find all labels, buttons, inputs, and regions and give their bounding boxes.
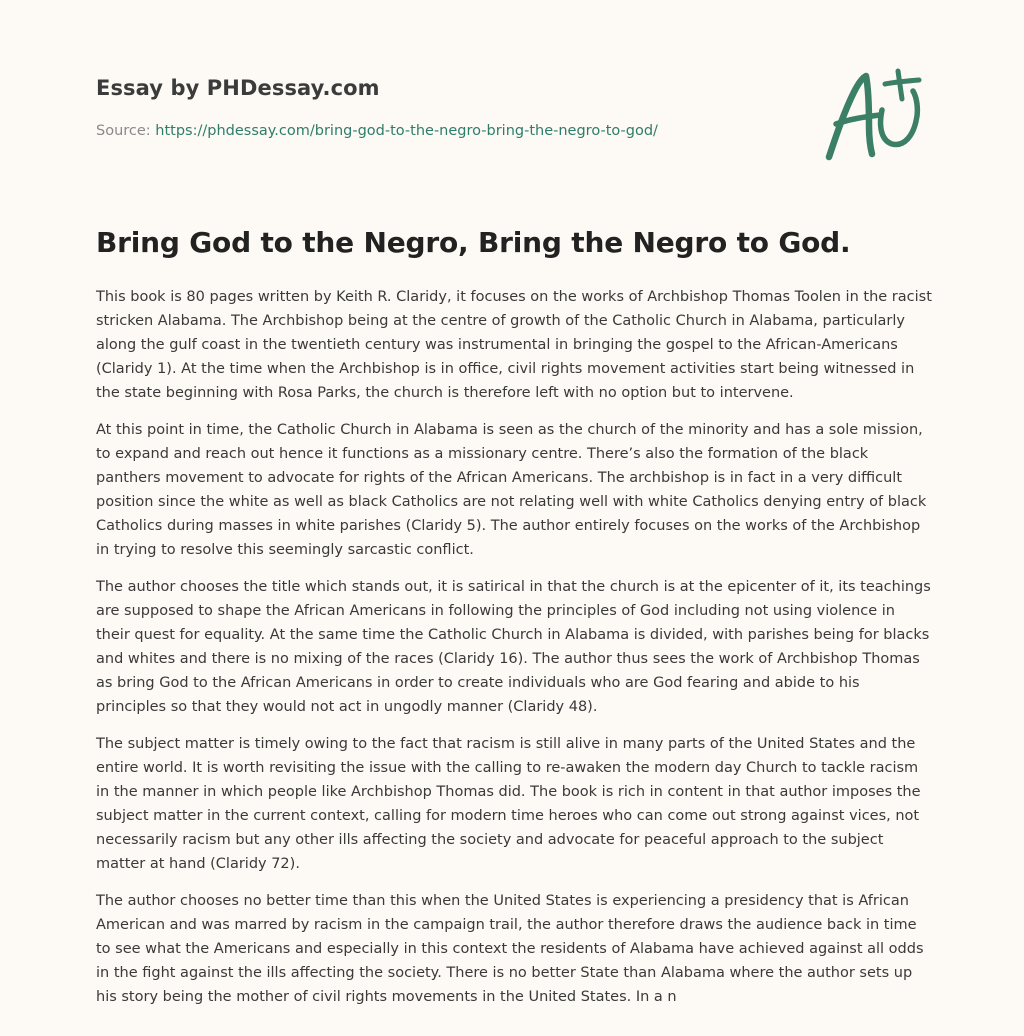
- page-header: [96, 0, 928, 200]
- site-title: Essay by PHDessay.com: [96, 76, 380, 100]
- essay-paragraph: At this point in time, the Catholic Church in Alabama is seen as the church of the minority and has a sole mission, to expand and reach out hence it functions as a missionary centre. There’s also the formation of the black panthers movement to advocate for rights of the African Americans. The archbishop is in fact in a very difficult position since the white as well as black Catholics are not relating well with white Catholics denying entry of black Catholics during masses in white parishes (Claridy 5). The author entirely focuses on the works of the Archbishop in trying to resolve this seemingly sarcastic conflict.: [96, 422, 927, 558]
- a-plus-logo-icon: [822, 64, 932, 169]
- essay-paragraph: The subject matter is timely owing to the fact that racism is still alive in many parts of the United States and the entire world. It is worth revisiting the issue with the calling to re-awaken the modern day Church to tackle racism in the manner in which people like Archbishop Thomas did. The book is rich in content in that author imposes the subject matter in the current context, calling for modern time heroes who can come out strong against vices, not necessarily racism but any other ills affecting the society and advocate for peaceful approach to the subject matter at hand (Claridy 72).: [96, 736, 921, 872]
- essay-title: Bring God to the Negro, Bring the Negro to God.: [96, 226, 851, 259]
- essay-paragraph: This book is 80 pages written by Keith R. Claridy, it focuses on the works of Archbishop Thomas Toolen in the racist stricken Alabama. The Archbishop being at the centre of growth of the Catholic Church in Alabama, particularly along the gulf coast in the twentieth century was instrumental in bringing the gospel to the African-Americans (Claridy 1). At the time when the Archbishop is in office, civil rights movement activities start being witnessed in the state beginning with Rosa Parks, the church is therefore left with no option but to intervene.: [96, 289, 932, 401]
- source-label: Source:: [96, 123, 151, 139]
- source-link[interactable]: https://phdessay.com/bring-god-to-the-negro-bring-the-negro-to-god/: [155, 123, 658, 139]
- source-line: [96, 123, 658, 139]
- essay-paragraph: The author chooses the title which stands out, it is satirical in that the church is at the epicenter of it, its teachings are supposed to shape the African Americans in following the principles of God including not using violence in their quest for equality. At the same time the Catholic Church in Alabama is divided, with parishes being for blacks and whites and there is no mixing of the races (Claridy 16). The author thus sees the work of Archbishop Thomas as bring God to the African Americans in order to create individuals who are God fearing and abide to his principles so that they would not act in ungodly manner (Claridy 48).: [96, 579, 931, 715]
- essay-body: [96, 285, 932, 1022]
- essay-page: [96, 0, 932, 1005]
- essay-paragraph: The author chooses no better time than this when the United States is experiencing a presidency that is African American and was marred by racism in the campaign trail, the author therefore draws the audience back in time to see what the Americans and especially in this context the residents of Alabama have achieved against all odds in the fight against the ills affecting the society. There is no better State than Alabama where the author sets up his story being the mother of civil rights movements in the United States. In a n: [96, 893, 924, 1005]
